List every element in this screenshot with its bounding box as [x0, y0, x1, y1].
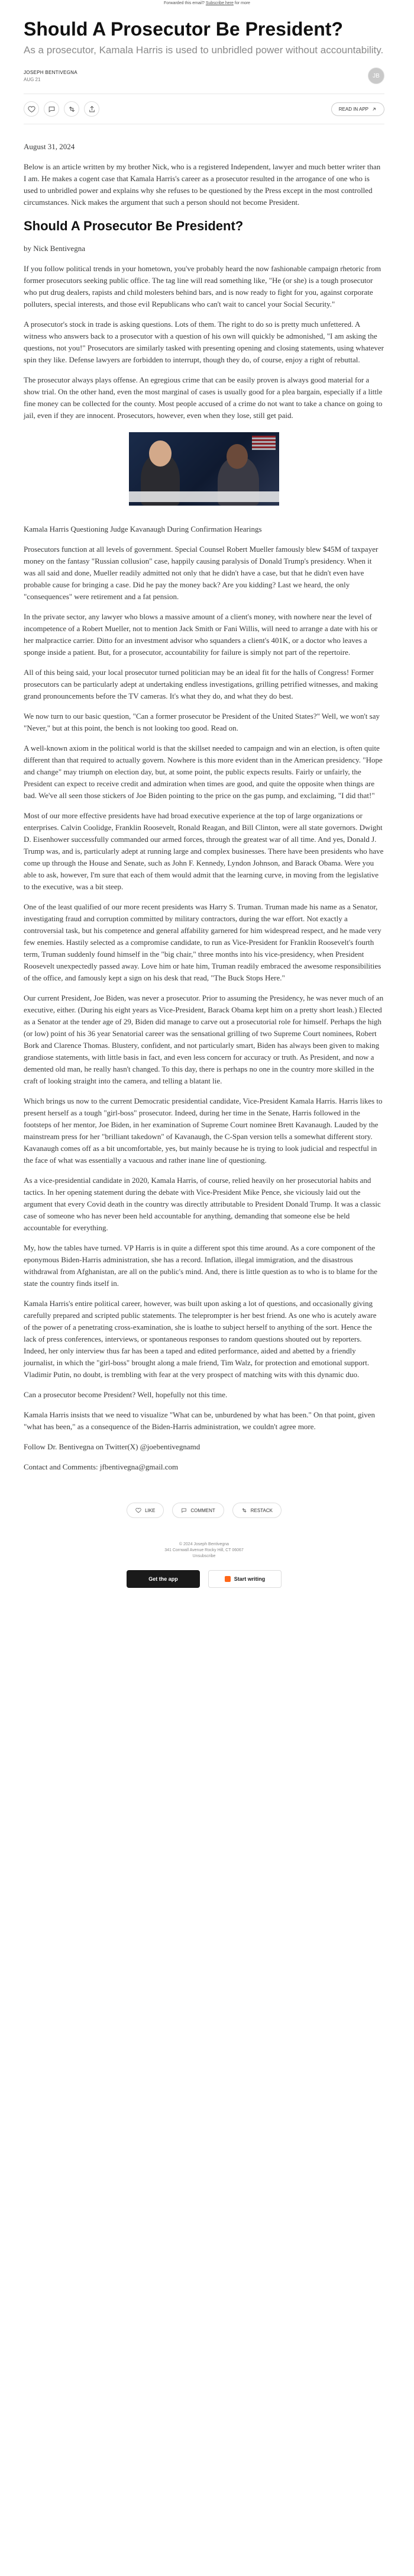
hearing-photo[interactable]	[129, 432, 279, 506]
footer-like-label: LIKE	[145, 1507, 156, 1513]
share-icon	[88, 105, 96, 113]
get-app-button[interactable]: Get the app	[127, 1570, 200, 1588]
paragraph-17: Kamala Harris insists that we need to visualize "What can be, unburdened by what has been." On that point, given "what has been," as a consequence of the Biden-Harris administration, we couldn't agree more.	[24, 1410, 376, 1431]
footer-restack-label: RESTACK	[250, 1507, 273, 1513]
paragraph-11: Our current President, Joe Biden, was never a prosecutor. Prior to assuming the Presidency, he was never much of an executive, either. (During his eight years as Vice-President, Barack Obama kept him on a pretty short leash.) Elected as a Senator at the tender age of 29, Biden did manage to carve out a prosecutorial role for himself. Perhaps the high (or low) point of his 36 year Senatorial career was the sensational grilling of two Supreme Court nominees, Robert Bork and Clarence Thomas. Blustery, confident, and not particularly smart, Biden has always been given to making grandiose statements, with little basis in fact, and even less concern for accuracy or truth. As President, and now a demented old man, he really hasn't changed. To this day, there is perhaps no one in the country more skilled in the craft of looking straight into the camera, and telling a blatant lie.	[24, 993, 384, 1085]
paragraph-8: A well-known axiom in the political world is that the skillset needed to campaign and win an election, is often quite different than that required to actually govern. Nowhere is this more evident than in the American presidency. "Hope and change" may triumph on election day, but, at some point, the public expects results. Fairly or unfairly, the President can expect to receive credit and admiration when times are good, and quite the opposite when things are bad. We've all seen those stickers of Joe Biden pointing to the price on the gas pump, and exclaiming, "I did that!"	[24, 744, 383, 800]
author-name[interactable]: JOSEPH BENTIVEGNA	[24, 69, 77, 75]
paragraph-10: One of the least qualified of our more recent presidents was Harry S. Truman. Truman made his name as a Senator, investigating fraud and corruption committed by military contractors, during the war effort. Not exactly a controversial task, but his competence and general affability garnered for him widespread respect, and he made very few enemies. Hastily selected as a compromise candidate, to run as Vice-President for Franklin Roosevelt's fourth term, Truman suddenly found himself in the "big chair," three months into his vice-presidency, when President Roosevelt unexpectedly passed away. Love him or hate him, Truman readily embraced the awesome responsibilities of the office, and famously kept a sign on his desk that read, "The Buck Stops Here."	[24, 902, 381, 982]
footer-action-bar	[24, 1503, 384, 1518]
comment-icon	[48, 105, 56, 113]
flag-graphic	[252, 436, 276, 450]
email-footer	[24, 1542, 384, 1559]
byline	[24, 67, 384, 84]
article-byline: by Nick Bentivegna	[24, 244, 85, 253]
comment-button[interactable]	[44, 101, 59, 117]
person-head-left	[149, 440, 172, 467]
restack-button[interactable]	[64, 101, 79, 117]
person-head-right	[227, 444, 248, 469]
photo-caption: Kamala Harris Questioning Judge Kavanaugh During Confirmation Hearings	[24, 525, 262, 533]
paragraph-14: My, how the tables have turned. VP Harris is in quite a different spot this time around. As a core component of the eponymous Biden-Harris administration, she has a record. Inflation, illegal immigration, and the disastrous withdrawal from Afghanistan, are all on the public's mind. And, there is little question as to who is to blame for the state the country finds itself in.	[24, 1243, 378, 1288]
article-heading: Should A Prosecutor Be President?	[24, 218, 244, 233]
paragraph-12: Which brings us now to the current Democratic presidential candidate, Vice-President Kamala Harris. Harris likes to present herself as a tough "girl-boss" prosecutor. Indeed, during her time in the Senate, Harris followed in the footsteps of her mentor, Joe Biden, in her examination of Supreme Court nominee Brett Kavanaugh. Lauded by the mainstream press for her "brilliant takedown" of Kavanaugh, the C-Span version tells a somewhat different story. Kavanaugh comes off as a bit uncomfortable, yes, but mainly because he is trying to look judicial and respectful in the face of what was essentially a vacuous and rather inane line of questioning.	[24, 1096, 383, 1165]
follow-line: Follow Dr. Bentivegna on Twitter(X) @joebentivegnamd	[24, 1442, 200, 1451]
article-intro: Below is an article written by my brother Nick, who is a registered Independent, lawyer and much better writer than I am. He makes a cogent case that Kamala Harris's career as a prosecutor resulted in the arrogance of one who is used to unbridled power and explains why she refuses to be questioned by the Press except in the most controlled circumstances. Nick makes the argument that such a person should not become President.	[24, 162, 381, 207]
like-button[interactable]	[24, 101, 39, 117]
start-writing-label: Start writing	[234, 1576, 266, 1582]
post-subtitle: As a prosecutor, Kamala Harris is used to unbridled power without accountability.	[24, 44, 384, 56]
restack-icon	[68, 105, 76, 113]
read-in-app-button[interactable]	[331, 102, 384, 116]
subscribe-banner-text: Forwarded this email?	[164, 1, 206, 5]
tv-lower-third	[129, 491, 279, 502]
paragraph-15: Kamala Harris's entire political career, however, was built upon asking a lot of questions, and occasionally giving carefully prepared and scripted public statements. The teleprompter is her best friend. As one who is acutely aware of the power of a penetrating cross-examination, she is loathe to subject herself to anything of the sort. Hence the lack of press conferences, interviews, or spontaneous responses to random questions shouted out by reporters. Indeed, her only interview thus far has been a taped and edited performance, aided and abetted by a friendly journalist, in which the "girl-boss" brought along a male friend, Tim Walz, for protection and emotional support. Vladimir Putin, no doubt, is trembling with fear at the very prospect of matching wits with this dynamic duo.	[24, 1299, 377, 1379]
action-bar	[24, 94, 384, 124]
footer-comment-label: COMMENT	[190, 1507, 215, 1513]
paragraph-3: The prosecutor always plays offense. An egregious crime that can be easily proven is always good material for a show trial. On the other hand, even the most marginal of cases is usually good for a plea bargain, especially if a little fine money can be collected for the county. Most people accused of a crime do not want to take a chance on going to jail, even if they are innocent. Prosecutors, however, even when they lose, still get paid.	[24, 375, 383, 420]
share-button[interactable]	[84, 101, 99, 117]
footer-restack-button[interactable]	[232, 1503, 282, 1518]
substack-logo-icon	[225, 1576, 231, 1582]
subscribe-link[interactable]: Subscribe here	[205, 1, 234, 5]
arrow-icon	[371, 107, 377, 112]
contact-line: Contact and Comments: jfbentivegna@gmail.com	[24, 1462, 179, 1471]
subscribe-banner-suffix: for more	[233, 1, 250, 5]
restack-icon	[241, 1507, 247, 1513]
paragraph-5: In the private sector, any lawyer who blows a massive amount of a client's money, with nowhere near the level of incompetence of a Robert Mueller, not to mention Jack Smith or Fani Willis, will need to arrange a date with his or her malpractice carrier. Ditto for an investment advisor who squanders a client's 401K, or a doctor who leaves a sponge inside a patient. But, for a prosecutor, accountability for failure is simply not part of the repertoire.	[24, 612, 378, 657]
paragraph-13: As a vice-presidential candidate in 2020, Kamala Harris, of course, relied heavily on her prosecutorial habits and tactics. In her opening statement during the debate with Vice-President Mike Pence, she viciously laid out the argument that every Covid death in the country was directly attributable to President Donald Trump. It was a classic case of someone who has never been held accountable for anything, demanding that someone else be held accountable for everything.	[24, 1176, 381, 1232]
paragraph-4: Prosecutors function at all levels of government. Special Counsel Robert Mueller famously blew $45M of taxpayer money on the fantasy "Russian collusion" case, happily causing paralysis of Donald Trump's presidency. When it was all said and done, Mueller readily admitted not only that he didn't have a case, but that he didn't even have probable cause for bringing a case. Did he pay the money back? Are you kidding? Last we heard, the only "consequences" were retirement and a fat pension.	[24, 545, 379, 601]
avatar[interactable]: JB	[368, 67, 384, 84]
publish-date: AUG 21	[24, 76, 41, 82]
unsubscribe-link[interactable]: Unsubscribe	[192, 1554, 216, 1558]
comment-icon	[181, 1507, 187, 1513]
heart-icon	[28, 105, 35, 113]
read-in-app-label: READ IN APP	[338, 106, 368, 112]
copyright: © 2024 Joseph Bentivegna	[179, 1542, 229, 1546]
footer-buttons	[24, 1570, 384, 1602]
address: 341 Cornwall Avenue Rocky Hill, CT 06067	[164, 1548, 244, 1552]
paragraph-9: Most of our more effective presidents have had broad executive experience at the top of large organizations or enterprises. Calvin Coolidge, Franklin Roosevelt, Ronald Reagan, and Bill Clinton, were all state governors. Dwight D. Eisenhower successfully commanded our armed forces, through the greatest war of all time. And yes, Donald J. Trump was, and is, particularly adept at running large and complex businesses. There have been presidents who have come up through the House and Senate, such as John F. Kennedy, Lyndon Johnson, and Barack Obama. Were you able to ask, however, I'm sure that each of them would admit that the learning curve, in moving from the legislative to the executive, was a bit steep.	[24, 811, 384, 891]
paragraph-16: Can a prosecutor become President? Well, hopefully not this time.	[24, 1390, 228, 1399]
footer-like-button[interactable]	[127, 1503, 164, 1518]
paragraph-1: If you follow political trends in your hometown, you've probably heard the now fashionable campaign rhetoric from former prosecutors seeking public office. The tag line will read something like, "He (or she) is a tough prosecutor who put drug dealers, rapists and child molesters behind bars, and is now ready to fight for you, against corporate polluters, special interests, and those evil Republicans who can't wait to cancel your Social Security."	[24, 264, 381, 308]
footer-comment-button[interactable]	[172, 1503, 224, 1518]
heart-icon	[135, 1507, 141, 1513]
paragraph-2: A prosecutor's stock in trade is asking questions. Lots of them. The right to do so is pretty much unfettered. A witness who answers back to a prosecutor with a question of his own will quickly be admonished, "I am asking the questions, not you!" Prosecutors are similarly tasked with presenting opening and closing statements, using whatever spin they like. Defense lawyers are forbidden to interrupt, though they do, of course, enjoy a right of rebuttal.	[24, 320, 384, 364]
paragraph-7: We now turn to our basic question, "Can a former prosecutor be President of the United States?" Well, we won't say "Never," but at this point, the bench is not looking too good. Read on.	[24, 712, 380, 732]
article-date: August 31, 2024	[24, 142, 75, 151]
start-writing-button[interactable]	[208, 1570, 282, 1588]
post-title[interactable]: Should A Prosecutor Be President?	[24, 18, 343, 40]
subscribe-banner	[0, 0, 414, 8]
paragraph-6: All of this being said, your local prosecutor turned politician may be an ideal fit for the halls of Congress! Former prosecutors can be particularly adept at undertaking endless investigations, grilling petrified witnesses, and making grand pronouncements before the TV cameras. It's what they do, and what they do best.	[24, 668, 378, 700]
